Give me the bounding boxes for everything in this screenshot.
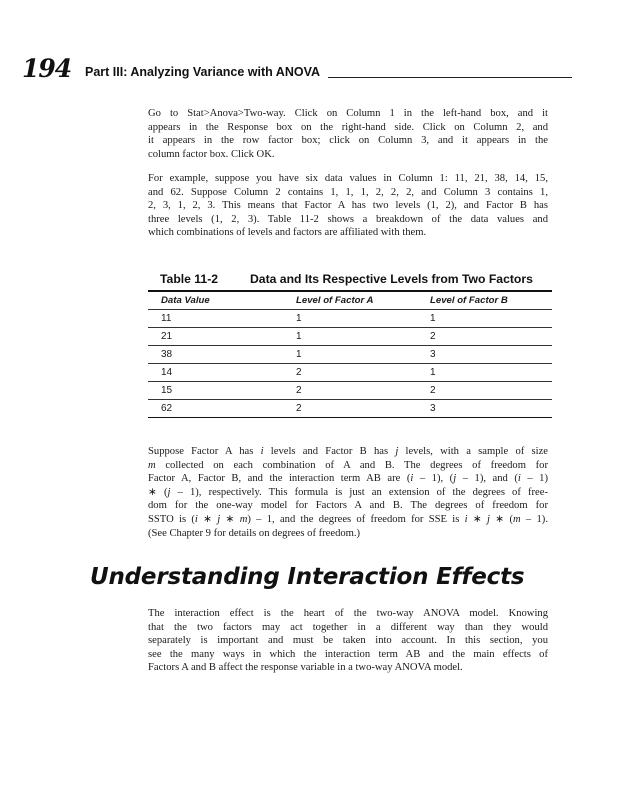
text-line: Factor A, Factor B, and the interaction term AB are (i – 1), (j – 1), and (i – 1) — [148, 473, 549, 485]
cell-data-value: 11 — [161, 313, 172, 324]
text-line: (See Chapter 9 for details on degrees of freedom.) — [148, 527, 361, 539]
column-header-factor-b: Level of Factor B — [430, 295, 508, 306]
table-number: Table 11-2 — [160, 272, 219, 286]
cell-data-value: 21 — [161, 331, 173, 342]
table-row — [148, 382, 552, 400]
cell-factor-a: 2 — [296, 403, 302, 414]
text-line: Go to Stat>Anova>Two-way. Click on Column 1 in the left-hand box, and it — [148, 108, 548, 119]
text-line: it appears in the row factor box; click on Column 3, and it appears in the — [148, 135, 548, 147]
cell-factor-a: 1 — [296, 313, 302, 324]
data-table — [148, 270, 552, 418]
text-line: appears in the Response box on the right-hand side. Click on Column 2, and — [148, 121, 548, 133]
table-header-row — [148, 292, 552, 310]
table-row — [148, 346, 552, 364]
page-number: 194 — [22, 54, 72, 83]
paragraph-degrees-of-freedom — [148, 445, 548, 540]
text-line: that the two factors may act together in a different way than they would — [148, 621, 548, 633]
cell-factor-b: 1 — [430, 313, 436, 324]
cell-data-value: 14 — [161, 367, 173, 378]
table-row — [148, 310, 552, 328]
table-row — [148, 400, 552, 418]
cell-data-value: 38 — [161, 349, 173, 360]
text-line: separately is important and must be taken into account. In this section, you — [148, 635, 548, 647]
part-title: Part III: Analyzing Variance with ANOVA — [85, 65, 321, 79]
column-header-data-value: Data Value — [161, 295, 210, 306]
text-line: and 62. Suppose Column 2 contains 1, 1, 1, 2, 2, 2, and Column 3 contains 1, — [148, 186, 548, 198]
column-header-factor-a: Level of Factor A — [296, 295, 374, 306]
cell-factor-b: 2 — [430, 331, 436, 342]
text-line: column factor box. Click OK. — [148, 148, 275, 160]
text-line: see the many ways in which the interaction term AB and the main effects of — [148, 648, 548, 660]
header-rule — [328, 77, 572, 78]
text-line: m collected on each combination of A and B. The degrees of freedom for — [148, 459, 548, 471]
cell-factor-a: 2 — [296, 367, 302, 378]
paragraph-interaction-effect — [148, 607, 548, 675]
table-caption: Data and Its Respective Levels from Two Factors — [250, 272, 533, 286]
cell-factor-b: 1 — [430, 367, 436, 378]
text-line: three levels (1, 2, 3). Table 11-2 shows a breakdown of the data values and — [148, 213, 548, 225]
cell-factor-b: 3 — [430, 349, 436, 360]
text-line: Factors A and B affect the response variable in a two-way ANOVA model. — [148, 662, 463, 674]
cell-factor-a: 1 — [296, 349, 302, 360]
text-line: dom for the one-way model for Factors A and B. The degrees of freedom for — [148, 500, 548, 512]
table-row — [148, 364, 552, 382]
running-header — [22, 54, 552, 83]
paragraph-example — [148, 172, 548, 240]
text-line: SSTO is (i ∗ j ∗ m) – 1, and the degrees of freedom for SSE is i ∗ j ∗ (m – 1). — [148, 513, 548, 525]
section-heading: Understanding Interaction Effects — [90, 564, 525, 590]
cell-factor-b: 2 — [430, 385, 436, 396]
text-line: For example, suppose you have six data values in Column 1: 11, 21, 38, 14, 15, — [148, 173, 548, 184]
cell-factor-a: 1 — [296, 331, 302, 342]
text-line: Suppose Factor A has i levels and Factor B has j levels, with a sample of size — [148, 446, 548, 457]
paragraph-instructions — [148, 107, 548, 161]
cell-factor-a: 2 — [296, 385, 302, 396]
text-line: ∗ (j – 1), respectively. This formula is just an extension of the degrees of free- — [148, 486, 548, 498]
text-line: 2, 3, 1, 2, 3. This means that Factor A has two levels (1, 2), and Factor B has — [148, 200, 548, 212]
text-line: which combinations of levels and factors are affiliated with them. — [148, 227, 427, 239]
cell-data-value: 15 — [161, 385, 173, 396]
text-line: The interaction effect is the heart of the two-way ANOVA model. Knowing — [148, 608, 548, 619]
table-title — [148, 270, 552, 290]
cell-data-value: 62 — [161, 403, 173, 414]
table-row — [148, 328, 552, 346]
cell-factor-b: 3 — [430, 403, 436, 414]
